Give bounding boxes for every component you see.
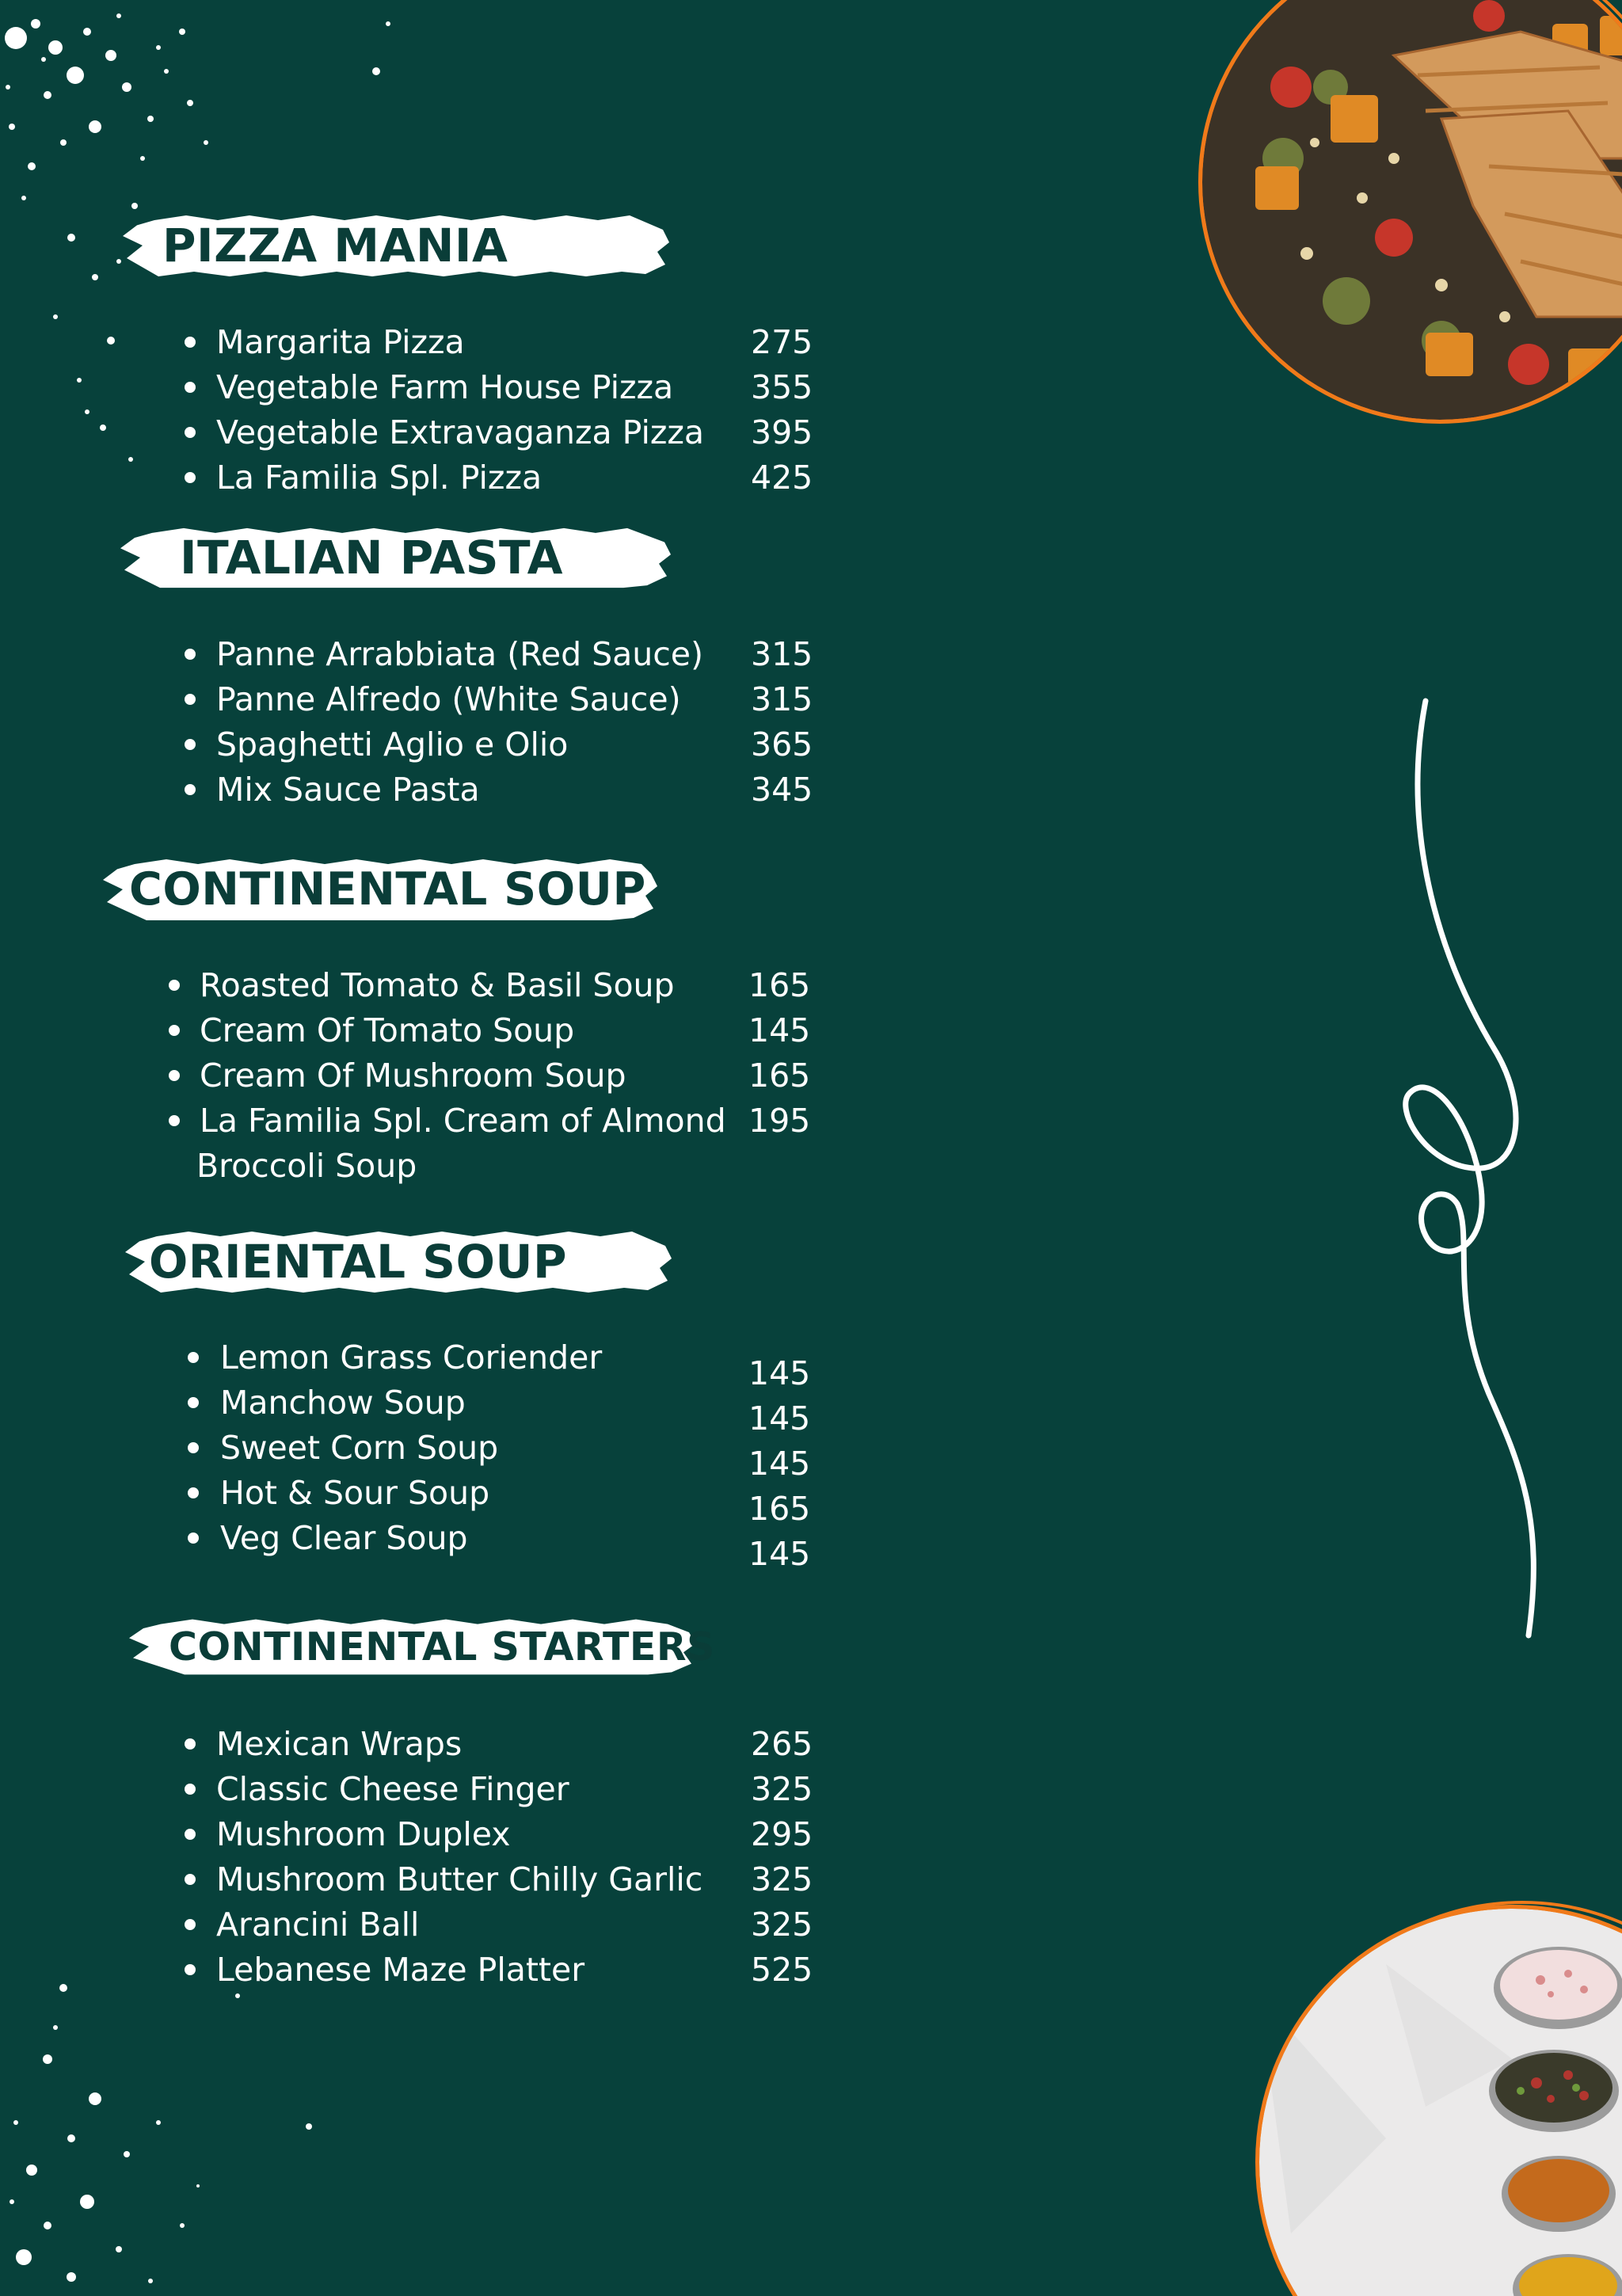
section-title: PIZZA MANIA — [162, 219, 508, 272]
menu-item-name: Cream Of Mushroom Soup — [200, 1057, 626, 1095]
menu-item-name: Lebanese Maze Platter — [216, 1951, 585, 1989]
menu-item-price: 395 — [751, 413, 813, 451]
menu-item-name: Classic Cheese Finger — [216, 1770, 569, 1808]
section-banner — [123, 214, 669, 277]
menu-item-price: 195 — [748, 1102, 811, 1140]
bullet-icon — [185, 649, 196, 660]
menu-item-price: 145 — [748, 1399, 811, 1437]
bullet-icon — [185, 739, 196, 750]
menu-item-price: 325 — [751, 1770, 813, 1808]
menu-item-name: Mexican Wraps — [216, 1725, 463, 1763]
menu-item-price: 325 — [751, 1860, 813, 1898]
spice-spoons-image — [1228, 1901, 1622, 2296]
section-banner — [103, 858, 657, 921]
decorative-squiggle — [1346, 681, 1568, 1663]
menu-item-price: 145 — [748, 1011, 811, 1049]
menu-item-name: Mushroom Butter Chilly Garlic — [216, 1860, 703, 1898]
menu-item-price: 265 — [751, 1725, 813, 1763]
menu-item-price: 355 — [751, 368, 813, 406]
menu-item-name: Hot & Sour Soup — [220, 1474, 490, 1512]
menu-item-price: 345 — [751, 771, 813, 809]
bullet-icon — [188, 1352, 199, 1363]
menu-item-name: Cream Of Tomato Soup — [200, 1011, 575, 1049]
menu-item-price: 145 — [748, 1535, 811, 1573]
section-banner — [120, 527, 671, 588]
menu-item-name: Sweet Corn Soup — [220, 1429, 499, 1467]
section-banner — [129, 1618, 715, 1675]
bullet-icon — [169, 1115, 180, 1126]
menu-item-price: 425 — [751, 459, 813, 497]
menu-item-price: 315 — [751, 680, 813, 718]
menu-item-name: Panne Arrabbiata (Red Sauce) — [216, 635, 704, 673]
bullet-icon — [169, 980, 180, 991]
bullet-icon — [185, 1738, 196, 1750]
bullet-icon — [185, 1784, 196, 1795]
bullet-icon — [185, 694, 196, 705]
menu-item-price: 145 — [748, 1445, 811, 1483]
menu-item-name: La Familia Spl. Pizza — [216, 459, 543, 497]
menu-item-name: Mushroom Duplex — [216, 1815, 511, 1853]
menu-item-price: 165 — [748, 1057, 811, 1095]
bullet-icon — [185, 784, 196, 795]
bullet-icon — [188, 1397, 199, 1408]
section-title: ORIENTAL SOUP — [149, 1235, 567, 1289]
menu-item-price: 295 — [751, 1815, 813, 1853]
menu-item-name: Manchow Soup — [220, 1384, 466, 1422]
salad-bowl-image — [1188, 0, 1622, 451]
bullet-icon — [188, 1442, 199, 1453]
menu-item-name: Arancini Ball — [216, 1906, 420, 1944]
menu-item-price: 165 — [748, 966, 811, 1004]
menu-item-price: 145 — [748, 1354, 811, 1392]
menu-item-name: Veg Clear Soup — [220, 1519, 468, 1557]
bullet-icon — [169, 1070, 180, 1081]
menu-item-name: Mix Sauce Pasta — [216, 771, 480, 809]
menu-item-price: 165 — [748, 1490, 811, 1528]
section-title: ITALIAN PASTA — [180, 531, 563, 584]
bullet-icon — [185, 472, 196, 483]
menu-item-name: Spaghetti Aglio e Olio — [216, 725, 569, 763]
paint-splatter-bottom-left — [0, 1964, 412, 2296]
bullet-icon — [185, 427, 196, 438]
bullet-icon — [185, 1874, 196, 1885]
section-banner — [125, 1230, 672, 1293]
menu-item-name: Margarita Pizza — [216, 323, 465, 361]
menu-item-price: 325 — [751, 1906, 813, 1944]
menu-item-name: Roasted Tomato & Basil Soup — [200, 966, 675, 1004]
bullet-icon — [188, 1487, 199, 1498]
menu-item-name-continued: Broccoli Soup — [196, 1147, 417, 1185]
menu-item-price: 365 — [751, 725, 813, 763]
bullet-icon — [185, 337, 196, 348]
bullet-icon — [185, 1829, 196, 1840]
bullet-icon — [185, 1964, 196, 1975]
menu-item-price: 275 — [751, 323, 813, 361]
bullet-icon — [185, 1919, 196, 1930]
bullet-icon — [188, 1533, 199, 1544]
menu-item-name: Vegetable Extravaganza Pizza — [216, 413, 705, 451]
menu-item-price: 525 — [751, 1951, 813, 1989]
menu-item-name: Vegetable Farm House Pizza — [216, 368, 674, 406]
section-title: CONTINENTAL SOUP — [129, 863, 646, 916]
section-title: CONTINENTAL STARTERS — [169, 1624, 715, 1670]
menu-item-name: La Familia Spl. Cream of Almond — [200, 1102, 726, 1140]
bullet-icon — [185, 382, 196, 393]
menu-item-name: Lemon Grass Coriender — [220, 1338, 603, 1376]
menu-item-price: 315 — [751, 635, 813, 673]
bullet-icon — [169, 1025, 180, 1036]
menu-item-name: Panne Alfredo (White Sauce) — [216, 680, 681, 718]
